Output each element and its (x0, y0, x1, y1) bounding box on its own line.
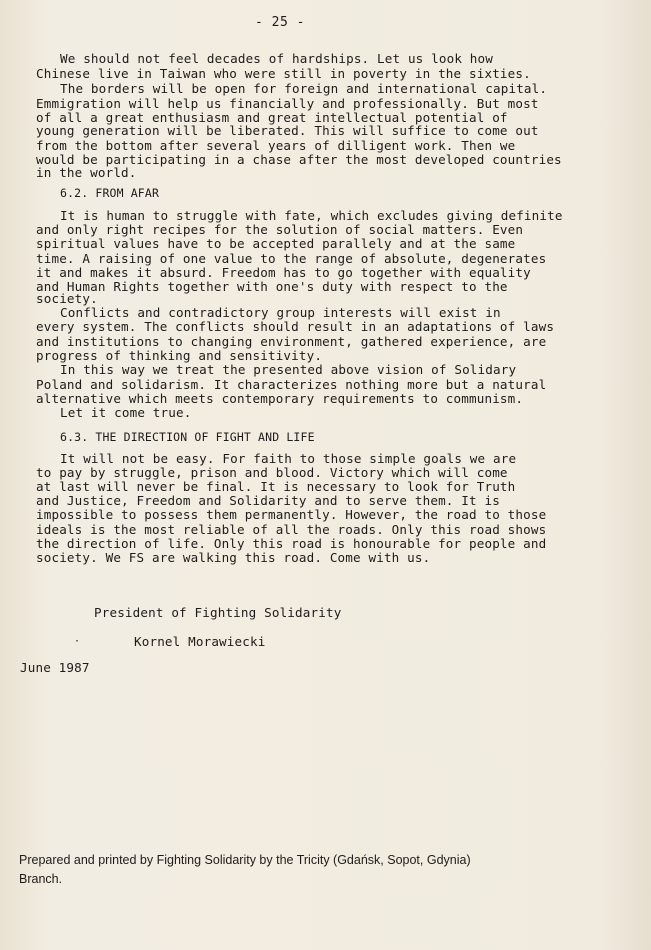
footer-line: Prepared and printed by Fighting Solidarity by the Tricity (Gdańsk, Sopot, Gdynia) (19, 853, 471, 867)
text-line: of all a great enthusiasm and great intellectual potential of (36, 110, 508, 125)
text-line: spiritual values have to be accepted parallely and at the same (36, 236, 516, 251)
signature-title: President of Fighting Solidarity (94, 605, 342, 620)
text-line: and only right recipes for the solution of social matters. Even (36, 222, 524, 237)
text-line: every system. The conflicts should result in an adaptations of laws (36, 319, 555, 334)
bullet-mark: · (74, 636, 81, 647)
text-line: alternative which meets contemporary requirements to communism. (36, 391, 524, 406)
signature-name: Kornel Morawiecki (134, 634, 266, 649)
text-line: it and makes it absurd. Freedom has to go together with equality (36, 265, 531, 280)
text-line: It is human to struggle with fate, which excludes giving definite (60, 208, 563, 223)
text-line: society. We FS are walking this road. Come with us. (36, 550, 431, 565)
text-line: the direction of life. Only this road is honourable for people and (36, 536, 547, 551)
page-number: - 25 - (255, 15, 305, 30)
text-line: We should not feel decades of hardships. Let us look how (60, 51, 493, 66)
text-line: and Human Rights together with one's duty with respect to the (36, 279, 508, 294)
text-line: Emmigration will help us financially and professionally. But most (36, 96, 539, 111)
text-line: and institutions to changing environment, gathered experience, are (36, 334, 547, 349)
footer-line: Branch. (19, 872, 63, 886)
text-line: from the bottom after several years of dilligent work. Then we (36, 138, 516, 153)
section-heading: 6.3. THE DIRECTION OF FIGHT AND LIFE (60, 430, 315, 444)
text-line: at last will never be final. It is necessary to look for Truth (36, 479, 516, 494)
text-line: and Justice, Freedom and Solidarity and to serve them. It is (36, 493, 500, 508)
text-line: society. (36, 291, 98, 306)
text-line: It will not be easy. For faith to those simple goals we are (60, 451, 517, 466)
text-line: time. A raising of one value to the range of absolute, degenerates (36, 251, 547, 266)
text-line: in the world. (36, 165, 137, 180)
text-line: impossible to possess them permanently. However, the road to those (36, 507, 547, 522)
text-line: The borders will be open for foreign and international capital. (60, 81, 548, 96)
text-line: In this way we treat the presented above vision of Solidary (60, 362, 517, 377)
text-line: ideals is the most reliable of all the roads. Only this road shows (36, 522, 547, 537)
text-line: to pay by struggle, prison and blood. Victory which will come (36, 465, 508, 480)
text-line: Chinese live in Taiwan who were still in poverty in the sixties. (36, 66, 531, 81)
text-line: young generation will be liberated. This will suffice to come out (36, 123, 539, 138)
text-line: would be participating in a chase after the most developed countries (36, 152, 562, 167)
section-heading: 6.2. FROM AFAR (60, 186, 160, 200)
text-line: Let it come true. (60, 405, 192, 420)
text-line: Conflicts and contradictory group interests will exist in (60, 305, 501, 320)
text-line: Poland and solidarism. It characterizes nothing more but a natural (36, 377, 547, 392)
text-line: progress of thinking and sensitivity. (36, 348, 323, 363)
document-date: June 1987 (20, 660, 90, 675)
